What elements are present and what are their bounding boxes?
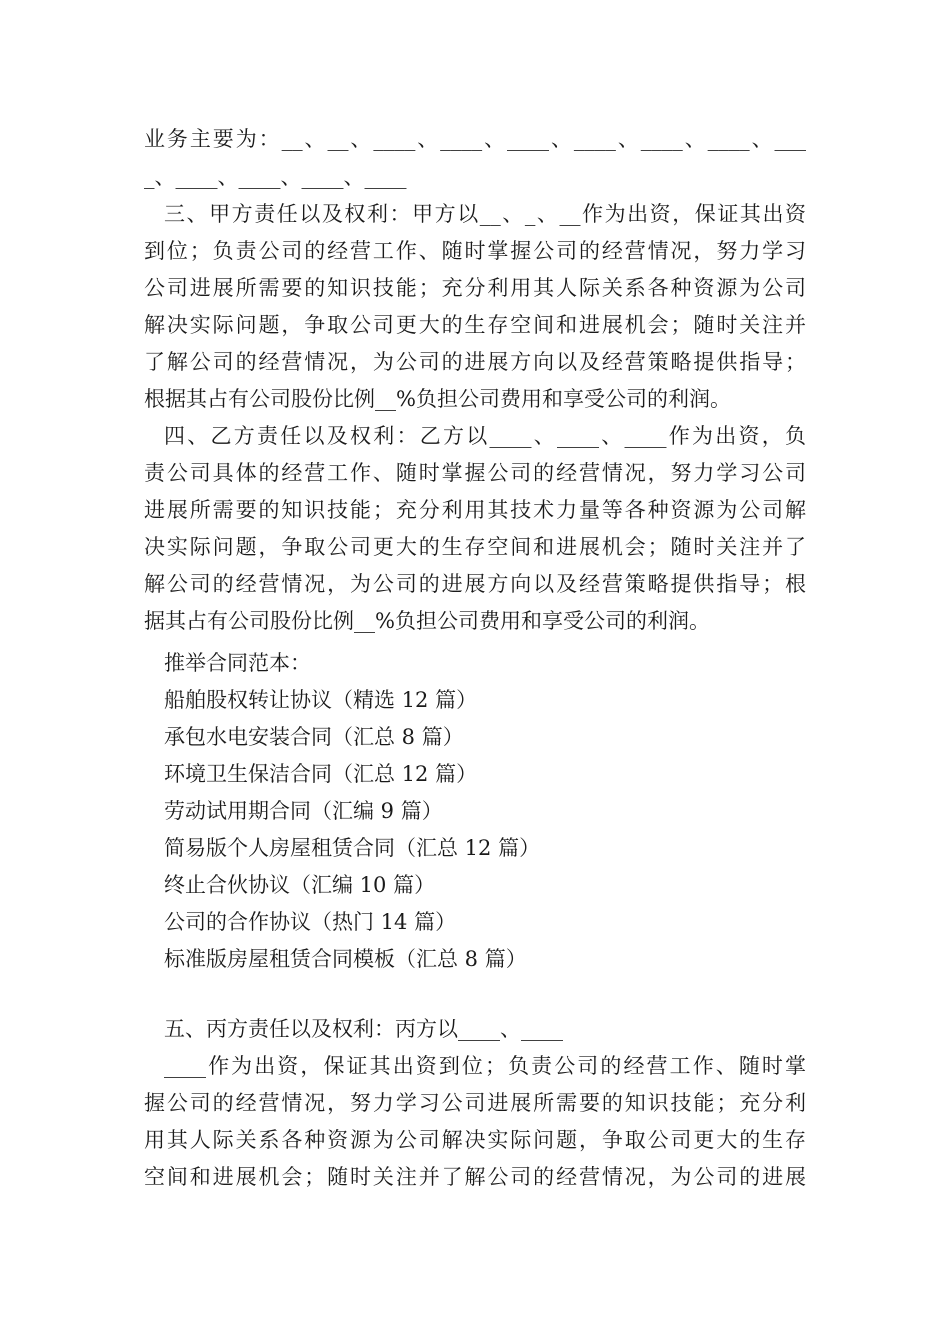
recommend-link-8[interactable]: 标准版房屋租赁合同模板（汇总 8 篇） [164, 947, 527, 971]
section-4-line-5: 解公司的经营情况，为公司的进展方向以及经营策略提供指导；根 [144, 572, 806, 596]
recommend-link-1[interactable]: 船舶股权转让协议（精选 12 篇） [164, 688, 478, 712]
recommend-link-2[interactable]: 承包水电安装合同（汇总 8 篇） [164, 725, 464, 749]
section-5-line-5: 空间和进展机会；随时关注并了解公司的经营情况，为公司的进展 [144, 1165, 806, 1189]
recommend-link-5[interactable]: 简易版个人房屋租赁合同（汇总 12 篇） [164, 836, 541, 860]
section-3-line-2: 到位；负责公司的经营工作、随时掌握公司的经营情况，努力学习 [144, 239, 806, 263]
section-4-line-1: 四、乙方责任以及权利：乙方以____、____、____作为出资，负 [164, 424, 806, 448]
section-3-line-4: 解决实际问题，争取公司更大的生存空间和进展机会；随时关注并 [144, 313, 806, 337]
section-5-line-1: 五、丙方责任以及权利：丙方以____、____ [164, 1017, 563, 1041]
recommend-heading: 推举合同范本： [164, 651, 311, 675]
section-3-line-5: 了解公司的经营情况，为公司的进展方向以及经营策略提供指导； [144, 350, 806, 374]
section-4-line-3: 进展所需要的知识技能；充分利用其技术力量等各种资源为公司解 [144, 498, 806, 522]
section-5-line-4: 用其人际关系各种资源为公司解决实际问题，争取公司更大的生存 [144, 1128, 806, 1152]
section-3-line-3: 公司进展所需要的知识技能；充分利用其人际关系各种资源为公司 [144, 276, 806, 300]
section-5-line-2: ____作为出资，保证其出资到位；负责公司的经营工作、随时掌 [164, 1054, 806, 1078]
business-scope-line-2: _、____、____、____、____ [144, 165, 407, 189]
recommend-link-4[interactable]: 劳动试用期合同（汇编 9 篇） [164, 799, 443, 823]
business-scope-line-1: 业务主要为：__、__、____、____、____、____、____、____、___ [144, 127, 806, 151]
recommend-link-7[interactable]: 公司的合作协议（热门 14 篇） [164, 910, 457, 934]
section-4-line-4: 决实际问题，争取公司更大的生存空间和进展机会；随时关注并了 [144, 535, 806, 559]
section-3-line-6: 根据其占有公司股份比例__%负担公司费用和享受公司的利润。 [144, 387, 731, 411]
section-3-line-1: 三、甲方责任以及权利：甲方以__、_、__作为出资，保证其出资 [164, 202, 806, 226]
section-4-line-6: 据其占有公司股份比例__%负担公司费用和享受公司的利润。 [144, 609, 710, 633]
recommend-link-3[interactable]: 环境卫生保洁合同（汇总 12 篇） [164, 762, 478, 786]
section-4-line-2: 责公司具体的经营工作、随时掌握公司的经营情况，努力学习公司 [144, 461, 806, 485]
section-5-line-3: 握公司的经营情况，努力学习公司进展所需要的知识技能；充分利 [144, 1091, 806, 1115]
recommend-link-6[interactable]: 终止合伙协议（汇编 10 篇） [164, 873, 436, 897]
